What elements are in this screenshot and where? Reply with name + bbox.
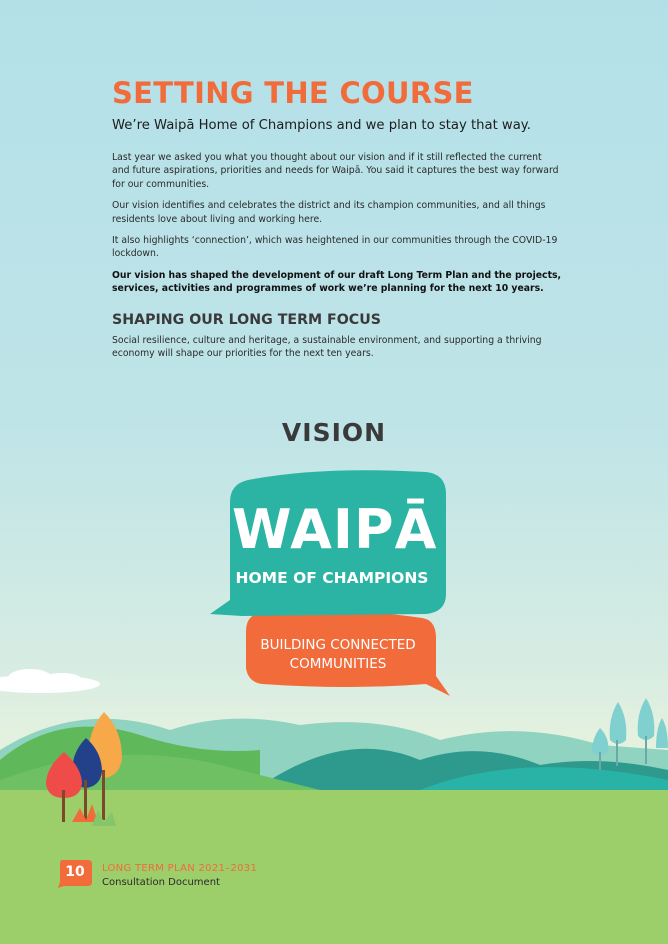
body-text	[112, 151, 562, 296]
focus-heading: SHAPING OUR LONG TERM FOCUS	[112, 311, 381, 328]
logo-sub-text: HOME OF CHAMPIONS	[235, 569, 429, 587]
cloud-icon	[0, 669, 100, 693]
tagline-line-2: COMMUNITIES	[289, 656, 387, 672]
footer-doc-title: LONG TERM PLAN 2021–2031	[102, 863, 258, 874]
tagline	[248, 636, 428, 674]
paragraph: It also highlights ‘connection’, which was heightened in our communities through the COVID-19 lockdown.	[112, 235, 558, 260]
page-number: 10	[65, 864, 85, 880]
page-title: SETTING THE COURSE	[112, 76, 474, 110]
vision-label: VISION	[281, 418, 387, 447]
main-content	[112, 76, 562, 360]
focus-text: Social resilience, culture and heritage, a sustainable environment, and supporting a thriving economy will shape our priorities for the next ten years.	[112, 334, 542, 360]
tagline-line-1: BUILDING CONNECTED	[260, 637, 416, 653]
paragraph: Last year we asked you what you thought about our vision and if it still reflected the current and future aspirations, priorities and needs for Waipā. You said it captures the best way forward for our communities.	[112, 152, 559, 190]
paragraph: Our vision identifies and celebrates the district and its champion communities, and all things residents love about living and working here.	[112, 200, 546, 225]
paragraph-bold: Our vision has shaped the development of our draft Long Term Plan and the projects, services, activities and programmes of work we’re planning for the next 10 years.	[112, 269, 562, 295]
logo-main-text: WAIPĀ	[232, 498, 438, 561]
footer-doc-subtitle: Consultation Document	[102, 877, 220, 888]
page-subtitle: We’re Waipā Home of Champions and we plan to stay that way.	[112, 118, 531, 133]
